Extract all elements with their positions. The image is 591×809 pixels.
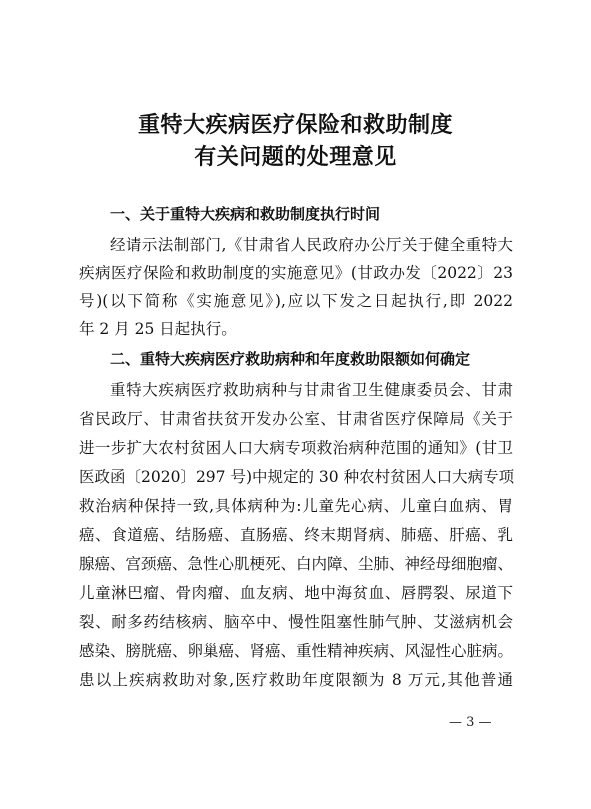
section-2-line-9: 裂、耐多药结核病、脑卒中、慢性阻塞性肺气肿、艾滋病机会 xyxy=(79,613,513,631)
section-2-line-5: 救治病种保持一致,具体病种为:儿童先心病、儿童白血病、胃 xyxy=(79,497,513,515)
section-2-line-11: 患以上疾病救助对象,医疗救助年度限额为 8 万元,其他普通 xyxy=(79,671,513,689)
document-title-line-1: 重特大疾病医疗保险和救助制度 xyxy=(137,113,453,138)
document-title-line-2: 有关问题的处理意见 xyxy=(194,145,397,170)
section-1-line-4: 年 2 月 25 日起执行。 xyxy=(79,320,237,338)
section-1-heading: 一、关于重特大疾病和救助制度执行时间 xyxy=(110,205,381,223)
section-2-line-2: 省民政厅、甘肃省扶贫开发办公室、甘肃省医疗保障局《关于 xyxy=(79,410,513,428)
section-2-line-7: 腺癌、宫颈癌、急性心肌梗死、白内障、尘肺、神经母细胞瘤、 xyxy=(79,555,514,573)
section-2-line-1: 重特大疾病医疗救助病种与甘肃省卫生健康委员会、甘肃 xyxy=(110,381,513,399)
section-2-line-8: 儿童淋巴瘤、骨肉瘤、血友病、地中海贫血、唇腭裂、尿道下 xyxy=(79,584,513,602)
section-1-line-2: 疾病医疗保险和救助制度的实施意见》(甘政办发〔2022〕23 xyxy=(79,264,513,282)
section-2-heading: 二、重特大疾病医疗救助病种和年度救助限额如何确定 xyxy=(110,350,471,368)
section-2-line-10: 感染、膀胱癌、卵巢癌、肾癌、重性精神疾病、风湿性心脏病。 xyxy=(79,642,514,660)
section-2-line-3: 进一步扩大农村贫困人口大病专项救治病种范围的通知》(甘卫 xyxy=(79,439,513,457)
section-1-line-3: 号)(以下简称《实施意见》),应以下发之日起执行,即 2022 xyxy=(79,292,513,310)
page-number: — 3 — xyxy=(449,715,492,730)
section-1-line-1: 经请示法制部门,《甘肃省人民政府办公厅关于健全重特大 xyxy=(110,236,513,254)
section-2-line-4: 医政函〔2020〕297 号)中规定的 30 种农村贫困人口大病专项 xyxy=(79,468,515,486)
section-2-line-6: 癌、食道癌、结肠癌、直肠癌、终末期肾病、肺癌、肝癌、乳 xyxy=(79,526,513,544)
